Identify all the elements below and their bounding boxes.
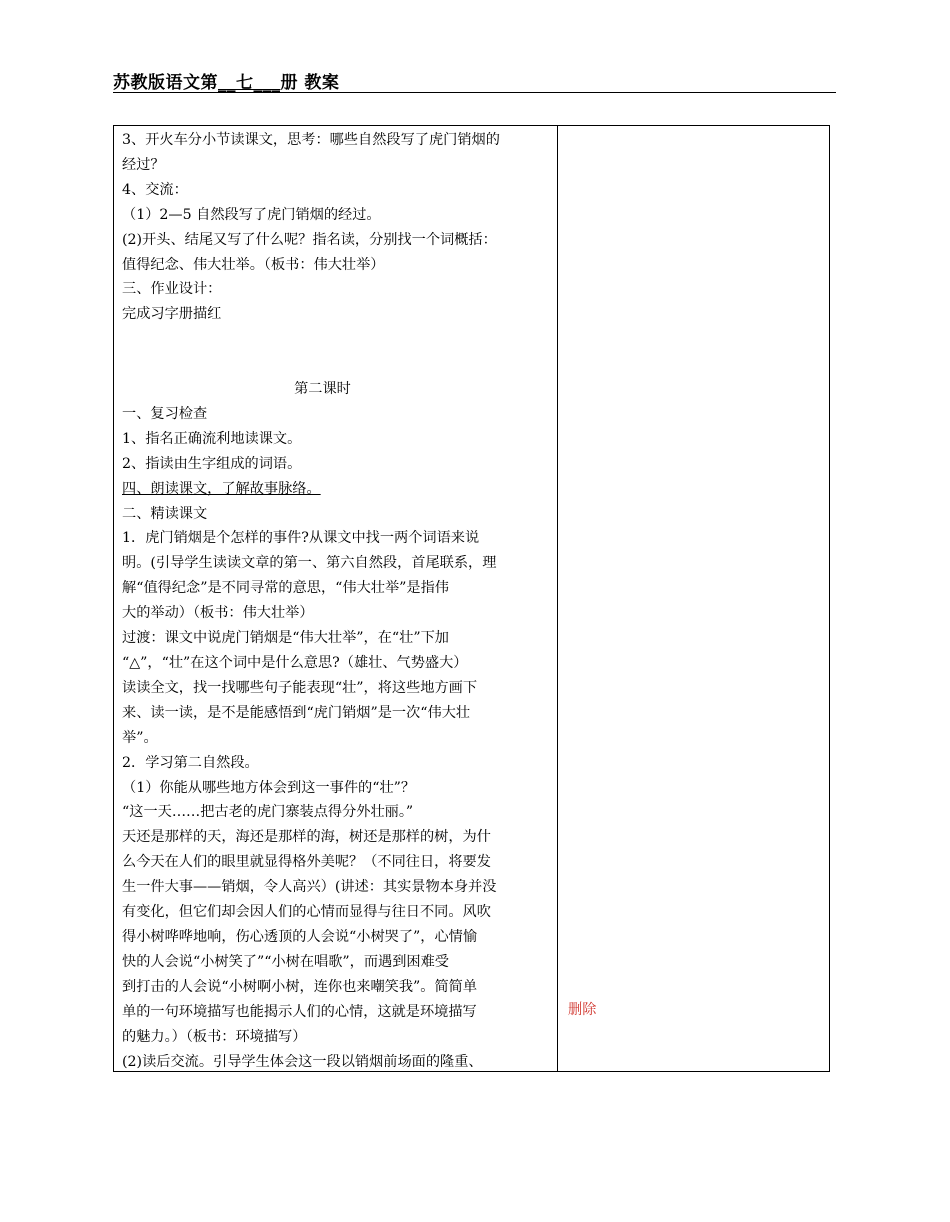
text-line: 明。(引导学生读读文章的第一、第六自然段，首尾联系，理 — [122, 555, 497, 572]
text-line: 4、交流： — [122, 181, 188, 198]
text-line: 完成习字册描红 — [122, 306, 222, 323]
underlined-text: 四、朗读课文，了解故事脉络。 — [122, 480, 321, 497]
text-line: 一、复习检查 — [122, 405, 208, 422]
text-line: 生一件大事——销烟，令人高兴）(讲述：其实景物本身并没 — [122, 879, 497, 896]
text-line: （1）2—5 自然段写了虎门销烟的经过。 — [122, 206, 381, 223]
text-line: 解“值得纪念”是不同寻常的意思，“伟大壮举”是指伟 — [122, 580, 449, 597]
text-line: (2)开头、结尾又写了什么呢？指名读，分别找一个词概括： — [122, 231, 497, 248]
text-line: “△”，“壮”在这个词中是什么意思?（雄壮、气势盛大） — [122, 655, 468, 672]
revision-note-delete: 删除 — [568, 1002, 597, 1018]
text-line: 有变化，但它们却会因人们的心情而显得与往日不同。风吹 — [122, 904, 491, 921]
header-volume: __七___ — [218, 73, 281, 93]
header-title — [113, 68, 339, 93]
lesson-content-cell — [114, 126, 558, 1071]
text-line: 1、指名正确流利地读课文。 — [122, 430, 302, 447]
text-line: 来、读一读，是不是能感悟到“虎门销烟”是一次“伟大壮 — [122, 704, 471, 721]
header-title-part2: 册 教案 — [280, 73, 340, 93]
underlined-line — [122, 477, 553, 502]
text-line: 举”。 — [122, 729, 158, 746]
text-line: 值得纪念、伟大壮举。（板书：伟大壮举） — [122, 256, 385, 273]
text-line: 得小树哗哗地响，伤心透顶的人会说“小树哭了”，心情愉 — [122, 928, 478, 945]
text-line: 三、作业设计： — [122, 281, 222, 298]
text-line: (2)读后交流。引导学生体会这一段以销烟前场面的隆重、 — [122, 1053, 483, 1070]
text-line: 经过？ — [122, 156, 165, 173]
text-line: 单的一句环境描写也能揭示人们的心情，这就是环境描写 — [122, 1003, 477, 1020]
text-line: 2．学习第二自然段。 — [122, 754, 259, 771]
text-line: （1）你能从哪些地方体会到这一事件的“壮”？ — [122, 779, 416, 796]
text-line: 的魅力。）（板书：环境描写） — [122, 1028, 307, 1045]
text-line: 读读全文，找一找哪些句子能表现“壮”，将这些地方画下 — [122, 679, 478, 696]
notes-cell — [558, 126, 829, 1071]
text-line: 3、开火车分小节读课文，思考：哪些自然段写了虎门销烟的 — [122, 132, 500, 148]
blank-space — [122, 327, 553, 377]
text-line: 么今天在人们的眼里就显得格外美呢？（不同往日，将要发 — [122, 854, 491, 871]
text-line: 过渡：课文中说虎门销烟是“伟大壮举”，在“壮”下加 — [122, 630, 449, 647]
text-line: 二、精读课文 — [122, 505, 208, 522]
text-line: 大的举动）（板书：伟大壮举） — [122, 605, 314, 622]
text-line: 1．虎门销烟是个怎样的事件?从课文中找一两个词语来说 — [122, 530, 480, 547]
text-line: “这一天……把古老的虎门寨装点得分外壮丽。” — [122, 804, 414, 821]
header-title-part1: 苏教版语文第 — [113, 73, 218, 93]
text-line: 快的人会说“小树笑了”“小树在唱歌”，而遇到困难受 — [122, 953, 449, 970]
text-line: 2、指读由生字组成的词语。 — [122, 455, 302, 472]
section-title: 第二课时 — [294, 381, 351, 398]
lesson-table — [113, 125, 830, 1072]
text-line: 到打击的人会说“小树啊小树，连你也来嘲笑我”。简简单 — [122, 978, 478, 995]
text-line: 天还是那样的天，海还是那样的海，树还是那样的树，为什 — [122, 829, 491, 846]
page-header — [113, 68, 836, 93]
